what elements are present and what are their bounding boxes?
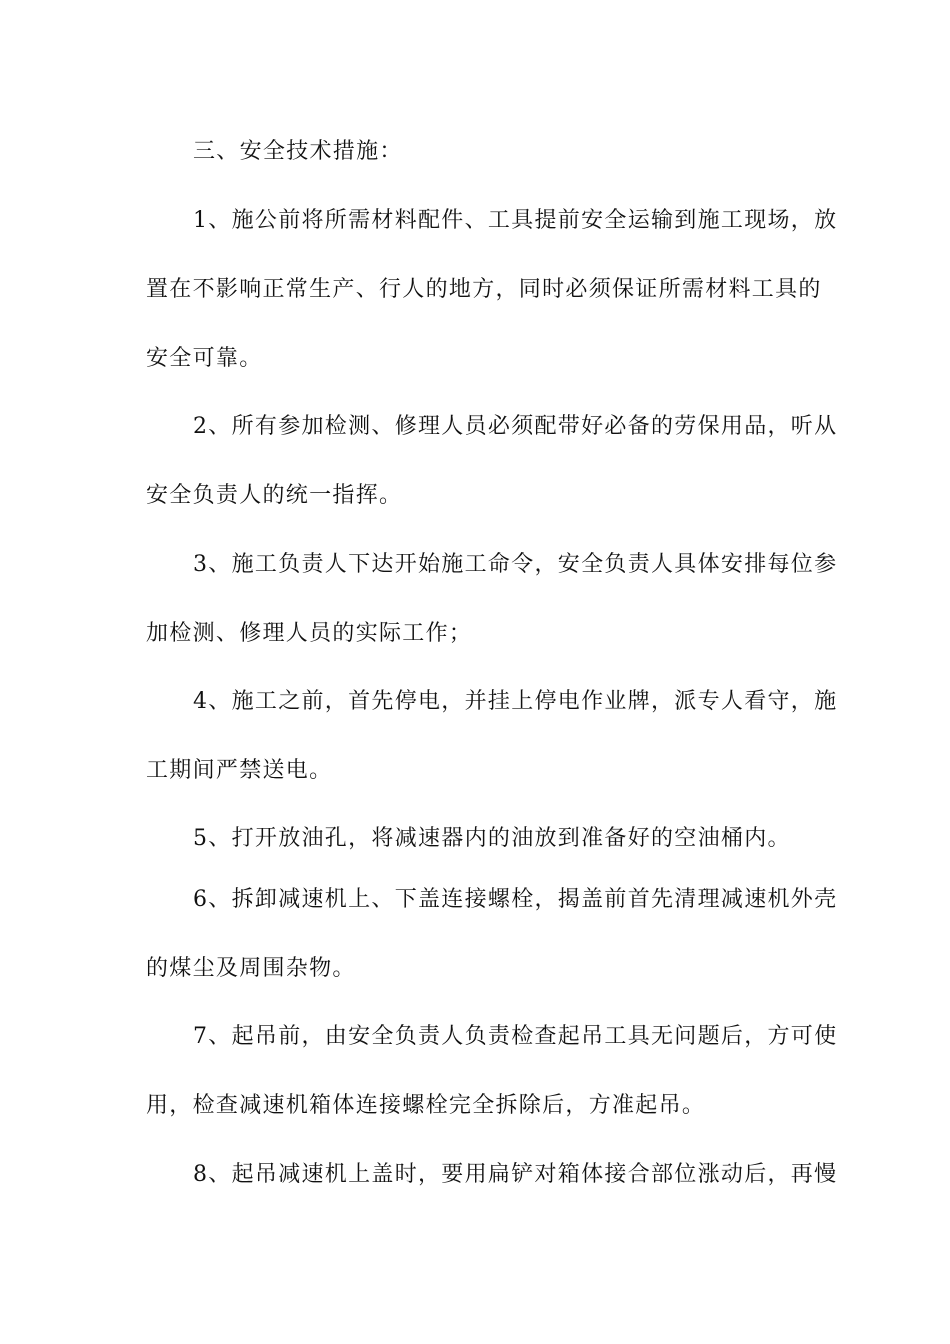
paragraph-2-line-2: 安全负责人的统一指挥。 <box>146 483 403 508</box>
paragraph-6-line-2: 的煤尘及周围杂物。 <box>146 956 356 981</box>
paragraph-6-line-1: 6、拆卸减速机上、下盖连接螺栓，揭盖前首先清理减速机外壳 <box>193 887 838 912</box>
paragraph-4-line-1: 4、施工之前，首先停电，并挂上停电作业牌，派专人看守，施 <box>193 689 838 714</box>
paragraph-3-line-2: 加检测、修理人员的实际工作； <box>146 621 473 646</box>
paragraph-1-line-2: 置在不影响正常生产、行人的地方，同时必须保证所需材料工具的 <box>146 277 822 302</box>
paragraph-5-line-1: 5、打开放油孔，将减速器内的油放到准备好的空油桶内。 <box>193 826 791 851</box>
paragraph-8-line-1: 8、起吊减速机上盖时，要用扁铲对箱体接合部位涨动后，再慢 <box>193 1162 838 1187</box>
section-heading: 三、安全技术措施： <box>193 139 403 164</box>
paragraph-1-line-3: 安全可靠。 <box>146 346 263 371</box>
paragraph-2-line-1: 2、所有参加检测、修理人员必须配带好必备的劳保用品，听从 <box>193 414 838 439</box>
paragraph-3-line-1: 3、施工负责人下达开始施工命令，安全负责人具体安排每位参 <box>193 552 838 577</box>
paragraph-7-line-1: 7、起吊前，由安全负责人负责检查起吊工具无问题后，方可使 <box>193 1024 838 1049</box>
paragraph-4-line-2: 工期间严禁送电。 <box>146 758 333 783</box>
paragraph-7-line-2: 用，检查减速机箱体连接螺栓完全拆除后，方准起吊。 <box>146 1093 706 1118</box>
paragraph-1-line-1: 1、施公前将所需材料配件、工具提前安全运输到施工现场，放 <box>193 208 838 233</box>
